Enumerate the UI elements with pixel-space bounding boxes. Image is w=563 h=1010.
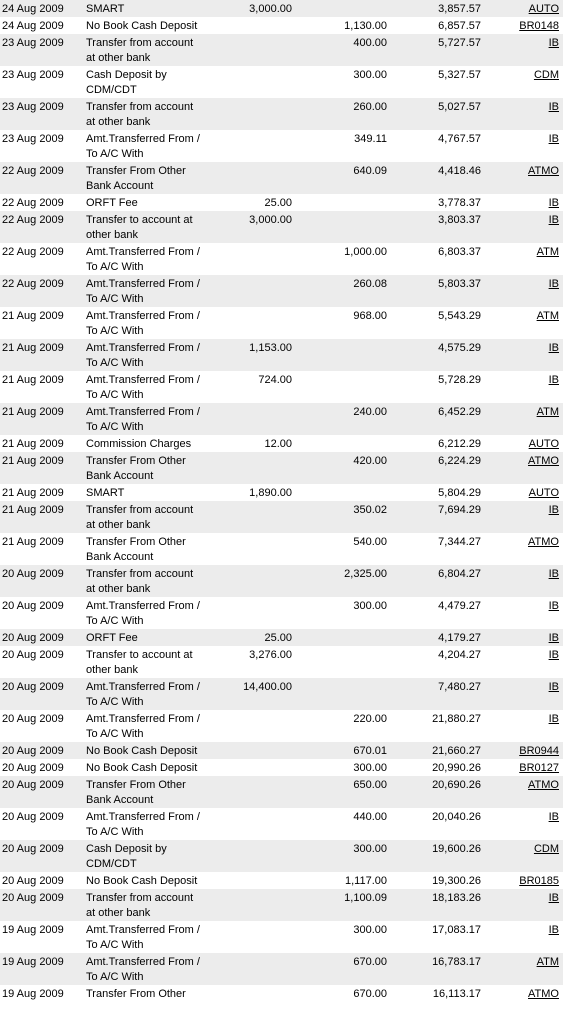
transaction-channel-link[interactable]: IB — [548, 649, 559, 661]
description-line: at other bank — [86, 116, 151, 128]
transaction-debit: 1,890.00 — [249, 487, 292, 499]
transaction-description — [86, 100, 204, 130]
transaction-channel-link[interactable]: IB — [548, 811, 559, 823]
transaction-date: 20 Aug 2009 — [2, 875, 64, 887]
transaction-description — [86, 599, 204, 629]
description-line: To A/C With — [86, 261, 144, 273]
description-line: ORFT Fee — [86, 632, 138, 644]
transaction-date: 20 Aug 2009 — [2, 681, 64, 693]
transaction-row — [0, 985, 563, 1002]
transaction-debit: 3,000.00 — [249, 3, 292, 15]
transaction-balance: 3,778.37 — [438, 197, 481, 209]
description-line: at other bank — [86, 583, 151, 595]
transaction-balance: 21,660.27 — [432, 745, 481, 757]
transaction-row — [0, 98, 563, 130]
transaction-credit: 1,000.00 — [344, 246, 387, 258]
transaction-row — [0, 211, 563, 243]
transaction-date: 21 Aug 2009 — [2, 374, 64, 386]
transaction-credit: 1,100.09 — [344, 892, 387, 904]
transaction-channel-link[interactable]: CDM — [533, 843, 559, 855]
transaction-description — [86, 373, 204, 403]
transaction-description — [86, 778, 204, 808]
transaction-description — [86, 486, 204, 501]
description-line: To A/C With — [86, 389, 144, 401]
transaction-row — [0, 452, 563, 484]
transaction-balance: 19,600.26 — [432, 843, 481, 855]
transaction-credit: 260.00 — [353, 101, 387, 113]
transaction-channel-link[interactable]: ATMO — [528, 165, 559, 177]
transaction-description — [86, 712, 204, 742]
description-line: Amt.Transferred From / — [86, 406, 200, 418]
transaction-balance: 20,690.26 — [432, 779, 481, 791]
transaction-credit: 260.08 — [353, 278, 387, 290]
transaction-credit: 2,325.00 — [344, 568, 387, 580]
transaction-date: 20 Aug 2009 — [2, 600, 64, 612]
transaction-credit: 968.00 — [353, 310, 387, 322]
description-line: Transfer to account at — [86, 649, 193, 661]
description-line: Amt.Transferred From / — [86, 924, 200, 936]
transaction-description — [86, 503, 204, 533]
description-line: ORFT Fee — [86, 197, 138, 209]
transaction-description — [86, 245, 204, 275]
transaction-channel-link[interactable]: BR0148 — [519, 20, 559, 32]
transaction-channel-link[interactable]: BR0127 — [519, 762, 559, 774]
transaction-balance: 4,767.57 — [438, 133, 481, 145]
transaction-description — [86, 987, 204, 1002]
transaction-channel-link[interactable]: ATMO — [528, 779, 559, 791]
description-line: No Book Cash Deposit — [86, 20, 198, 32]
transaction-channel-link[interactable]: ATMO — [528, 988, 559, 1000]
transaction-debit: 25.00 — [264, 197, 292, 209]
transaction-channel-link[interactable]: ATM — [536, 310, 559, 322]
transaction-date: 21 Aug 2009 — [2, 455, 64, 467]
transaction-balance: 21,880.27 — [432, 713, 481, 725]
transaction-description — [86, 2, 204, 17]
description-line: To A/C With — [86, 696, 144, 708]
transaction-balance: 6,212.29 — [438, 438, 481, 450]
transaction-date: 19 Aug 2009 — [2, 924, 64, 936]
description-line: Transfer from account — [86, 568, 194, 580]
transaction-balance: 18,183.26 — [432, 892, 481, 904]
transaction-date: 23 Aug 2009 — [2, 37, 64, 49]
transaction-credit: 540.00 — [353, 536, 387, 548]
transaction-channel-link[interactable]: AUTO — [528, 3, 559, 15]
transaction-row — [0, 484, 563, 501]
transaction-date: 21 Aug 2009 — [2, 504, 64, 516]
transaction-credit: 1,117.00 — [344, 875, 387, 887]
transaction-description — [86, 923, 204, 953]
transaction-description — [86, 68, 204, 98]
transaction-balance: 5,804.29 — [438, 487, 481, 499]
transaction-row — [0, 840, 563, 872]
transaction-balance: 6,452.29 — [438, 406, 481, 418]
transaction-row — [0, 565, 563, 597]
transaction-balance: 6,804.27 — [438, 568, 481, 580]
description-line: Amt.Transferred From / — [86, 342, 200, 354]
transaction-date: 22 Aug 2009 — [2, 278, 64, 290]
transaction-balance: 16,113.17 — [432, 988, 481, 1000]
transaction-date: 21 Aug 2009 — [2, 536, 64, 548]
transaction-description — [86, 761, 204, 776]
transaction-balance: 3,857.57 — [438, 3, 481, 15]
transaction-row — [0, 66, 563, 98]
transaction-date: 20 Aug 2009 — [2, 649, 64, 661]
description-line: CDM/CDT — [86, 84, 137, 96]
transaction-credit: 670.00 — [353, 956, 387, 968]
transaction-credit: 440.00 — [353, 811, 387, 823]
description-line: SMART — [86, 3, 125, 15]
transaction-balance: 6,857.57 — [438, 20, 481, 32]
transaction-row — [0, 162, 563, 194]
transaction-date: 22 Aug 2009 — [2, 246, 64, 258]
description-line: Amt.Transferred From / — [86, 133, 200, 145]
transaction-credit: 220.00 — [353, 713, 387, 725]
transaction-row — [0, 872, 563, 889]
transaction-channel-link[interactable]: AUTO — [528, 487, 559, 499]
transaction-credit: 300.00 — [353, 924, 387, 936]
transaction-row — [0, 629, 563, 646]
transaction-row — [0, 0, 563, 17]
description-line: To A/C With — [86, 939, 144, 951]
transaction-date: 22 Aug 2009 — [2, 197, 64, 209]
description-line: To A/C With — [86, 293, 144, 305]
transaction-row — [0, 130, 563, 162]
description-line: Amt.Transferred From / — [86, 681, 200, 693]
transaction-row — [0, 889, 563, 921]
description-line: Amt.Transferred From / — [86, 246, 200, 258]
transaction-channel-link[interactable]: IB — [548, 924, 559, 936]
transaction-row — [0, 34, 563, 66]
transaction-date: 23 Aug 2009 — [2, 69, 64, 81]
transaction-credit: 400.00 — [353, 37, 387, 49]
transaction-credit: 300.00 — [353, 69, 387, 81]
description-line: To A/C With — [86, 357, 144, 369]
transaction-channel-link[interactable]: IB — [548, 632, 559, 644]
transaction-row — [0, 275, 563, 307]
transaction-balance: 5,027.57 — [438, 101, 481, 113]
description-line: Transfer From Other — [86, 455, 186, 467]
transaction-row — [0, 194, 563, 211]
transaction-description — [86, 874, 204, 889]
description-line: Bank Account — [86, 470, 154, 482]
transaction-date: 22 Aug 2009 — [2, 165, 64, 177]
transaction-balance: 6,224.29 — [438, 455, 481, 467]
description-line: To A/C With — [86, 148, 144, 160]
description-line: No Book Cash Deposit — [86, 762, 198, 774]
transaction-channel-link[interactable]: IB — [548, 568, 559, 580]
transaction-debit: 724.00 — [258, 374, 292, 386]
transaction-balance: 7,694.29 — [438, 504, 481, 516]
transaction-channel-link[interactable]: BR0185 — [519, 875, 559, 887]
transaction-description — [86, 341, 204, 371]
transaction-credit: 670.00 — [353, 988, 387, 1000]
transaction-description — [86, 842, 204, 872]
description-line: Amt.Transferred From / — [86, 374, 200, 386]
transaction-row — [0, 307, 563, 339]
transaction-description — [86, 277, 204, 307]
transaction-balance: 5,727.57 — [438, 37, 481, 49]
transaction-balance: 5,543.29 — [438, 310, 481, 322]
transaction-row — [0, 710, 563, 742]
description-line: To A/C With — [86, 421, 144, 433]
description-line: Amt.Transferred From / — [86, 956, 200, 968]
description-line: Bank Account — [86, 794, 154, 806]
transaction-description — [86, 631, 204, 646]
description-line: Amt.Transferred From / — [86, 811, 200, 823]
description-line: Amt.Transferred From / — [86, 310, 200, 322]
transaction-channel-link[interactable]: IB — [548, 37, 559, 49]
transaction-channel-link[interactable]: IB — [548, 374, 559, 386]
description-line: Transfer from account — [86, 892, 194, 904]
transaction-description — [86, 437, 204, 452]
transaction-credit: 1,130.00 — [344, 20, 387, 32]
transaction-balance: 17,083.17 — [432, 924, 481, 936]
transaction-description — [86, 810, 204, 840]
transaction-description — [86, 454, 204, 484]
transaction-description — [86, 309, 204, 339]
transaction-row — [0, 339, 563, 371]
transaction-row — [0, 808, 563, 840]
transaction-channel-link[interactable]: IB — [548, 681, 559, 693]
description-line: Transfer From Other — [86, 536, 186, 548]
transaction-date: 20 Aug 2009 — [2, 811, 64, 823]
transaction-balance: 4,479.27 — [438, 600, 481, 612]
transaction-row — [0, 403, 563, 435]
transaction-channel-link[interactable]: IB — [548, 197, 559, 209]
transaction-description — [86, 567, 204, 597]
transaction-description — [86, 891, 204, 921]
transaction-channel-link[interactable]: BR0944 — [519, 745, 559, 757]
transaction-credit: 349.11 — [354, 133, 387, 145]
transaction-channel-link[interactable]: ATMO — [528, 536, 559, 548]
transaction-row — [0, 921, 563, 953]
transaction-debit: 25.00 — [264, 632, 292, 644]
transaction-balance: 4,575.29 — [438, 342, 481, 354]
description-line: Transfer from account — [86, 101, 194, 113]
transaction-row — [0, 501, 563, 533]
transaction-description — [86, 535, 204, 565]
description-line: Bank Account — [86, 180, 154, 192]
description-line: at other bank — [86, 519, 151, 531]
transaction-description — [86, 744, 204, 759]
transaction-row — [0, 371, 563, 403]
transaction-row — [0, 243, 563, 275]
transaction-balance: 4,179.27 — [438, 632, 481, 644]
description-line: Transfer From Other — [86, 988, 186, 1000]
description-line: To A/C With — [86, 728, 144, 740]
transaction-credit: 650.00 — [353, 779, 387, 791]
transaction-date: 21 Aug 2009 — [2, 310, 64, 322]
description-line: Cash Deposit by — [86, 69, 167, 81]
transaction-description — [86, 196, 204, 211]
transaction-row — [0, 953, 563, 985]
transaction-channel-link[interactable]: ATMO — [528, 455, 559, 467]
description-line: other bank — [86, 664, 138, 676]
transaction-channel-link[interactable]: ATM — [536, 956, 559, 968]
description-line: Bank Account — [86, 551, 154, 563]
transaction-credit: 350.02 — [353, 504, 387, 516]
description-line: at other bank — [86, 52, 151, 64]
transaction-credit: 420.00 — [353, 455, 387, 467]
transaction-channel-link[interactable]: AUTO — [528, 438, 559, 450]
transaction-date: 23 Aug 2009 — [2, 133, 64, 145]
transaction-debit: 12.00 — [264, 438, 292, 450]
transaction-balance: 3,803.37 — [438, 214, 481, 226]
transaction-row — [0, 742, 563, 759]
transaction-date: 20 Aug 2009 — [2, 632, 64, 644]
description-line: CDM/CDT — [86, 858, 137, 870]
description-line: To A/C With — [86, 971, 144, 983]
description-line: at other bank — [86, 907, 151, 919]
transaction-description — [86, 955, 204, 985]
transaction-channel-link[interactable]: IB — [548, 892, 559, 904]
transaction-row — [0, 759, 563, 776]
transaction-balance: 4,204.27 — [438, 649, 481, 661]
transaction-channel-link[interactable]: IB — [548, 342, 559, 354]
transaction-credit: 300.00 — [353, 762, 387, 774]
description-line: SMART — [86, 487, 125, 499]
transaction-channel-link[interactable]: IB — [548, 278, 559, 290]
transaction-credit: 670.01 — [353, 745, 387, 757]
transaction-balance: 5,803.37 — [438, 278, 481, 290]
transaction-channel-link[interactable]: IB — [548, 214, 559, 226]
transaction-date: 20 Aug 2009 — [2, 892, 64, 904]
description-line: Commission Charges — [86, 438, 192, 450]
description-line: Transfer to account at — [86, 214, 193, 226]
transaction-row — [0, 597, 563, 629]
transaction-description — [86, 680, 204, 710]
transaction-channel-link[interactable]: IB — [548, 600, 559, 612]
description-line: No Book Cash Deposit — [86, 875, 198, 887]
transaction-debit: 1,153.00 — [249, 342, 292, 354]
transaction-description — [86, 132, 204, 162]
transaction-date: 20 Aug 2009 — [2, 779, 64, 791]
transaction-channel-link[interactable]: ATM — [536, 406, 559, 418]
transaction-channel-link[interactable]: IB — [548, 133, 559, 145]
transaction-channel-link[interactable]: IB — [548, 101, 559, 113]
transaction-debit: 3,276.00 — [249, 649, 292, 661]
transaction-date: 20 Aug 2009 — [2, 745, 64, 757]
transaction-channel-link[interactable]: IB — [548, 713, 559, 725]
transaction-date: 21 Aug 2009 — [2, 342, 64, 354]
description-line: other bank — [86, 229, 138, 241]
transaction-row — [0, 533, 563, 565]
description-line: Cash Deposit by — [86, 843, 167, 855]
transaction-balance: 5,728.29 — [438, 374, 481, 386]
transaction-channel-link[interactable]: ATM — [536, 246, 559, 258]
description-line: Transfer From Other — [86, 165, 186, 177]
description-line: No Book Cash Deposit — [86, 745, 198, 757]
transaction-credit: 240.00 — [353, 406, 387, 418]
transaction-row — [0, 776, 563, 808]
transaction-description — [86, 648, 204, 678]
transaction-date: 20 Aug 2009 — [2, 762, 64, 774]
transaction-description — [86, 19, 204, 34]
transaction-channel-link[interactable]: IB — [548, 504, 559, 516]
transaction-row — [0, 646, 563, 678]
transaction-date: 21 Aug 2009 — [2, 406, 64, 418]
transaction-date: 19 Aug 2009 — [2, 988, 64, 1000]
transaction-balance: 20,040.26 — [432, 811, 481, 823]
transaction-description — [86, 164, 204, 194]
description-line: Transfer from account — [86, 504, 194, 516]
transaction-debit: 3,000.00 — [249, 214, 292, 226]
description-line: To A/C With — [86, 826, 144, 838]
transaction-date: 20 Aug 2009 — [2, 713, 64, 725]
transaction-date: 23 Aug 2009 — [2, 101, 64, 113]
transaction-balance: 20,990.26 — [432, 762, 481, 774]
transaction-debit: 14,400.00 — [243, 681, 292, 693]
transaction-date: 24 Aug 2009 — [2, 20, 64, 32]
transaction-balance: 19,300.26 — [432, 875, 481, 887]
transaction-description — [86, 213, 204, 243]
transaction-balance: 7,344.27 — [438, 536, 481, 548]
description-line: Transfer From Other — [86, 779, 186, 791]
transaction-description — [86, 36, 204, 66]
transaction-date: 19 Aug 2009 — [2, 956, 64, 968]
description-line: To A/C With — [86, 325, 144, 337]
description-line: Transfer from account — [86, 37, 194, 49]
description-line: To A/C With — [86, 615, 144, 627]
transaction-date: 20 Aug 2009 — [2, 843, 64, 855]
transaction-row — [0, 678, 563, 710]
transaction-date: 22 Aug 2009 — [2, 214, 64, 226]
transaction-credit: 300.00 — [353, 843, 387, 855]
transaction-date: 21 Aug 2009 — [2, 438, 64, 450]
description-line: Amt.Transferred From / — [86, 713, 200, 725]
transaction-balance: 16,783.17 — [432, 956, 481, 968]
transaction-date: 20 Aug 2009 — [2, 568, 64, 580]
description-line: Amt.Transferred From / — [86, 600, 200, 612]
transaction-balance: 6,803.37 — [438, 246, 481, 258]
transaction-balance: 7,480.27 — [438, 681, 481, 693]
transaction-description — [86, 405, 204, 435]
transaction-date: 24 Aug 2009 — [2, 3, 64, 15]
transaction-row — [0, 435, 563, 452]
transaction-balance: 4,418.46 — [438, 165, 481, 177]
transaction-credit: 640.09 — [353, 165, 387, 177]
description-line: Amt.Transferred From / — [86, 278, 200, 290]
transaction-channel-link[interactable]: CDM — [533, 69, 559, 81]
transaction-date: 21 Aug 2009 — [2, 487, 64, 499]
transaction-balance: 5,327.57 — [438, 69, 481, 81]
transaction-credit: 300.00 — [353, 600, 387, 612]
transaction-row — [0, 17, 563, 34]
